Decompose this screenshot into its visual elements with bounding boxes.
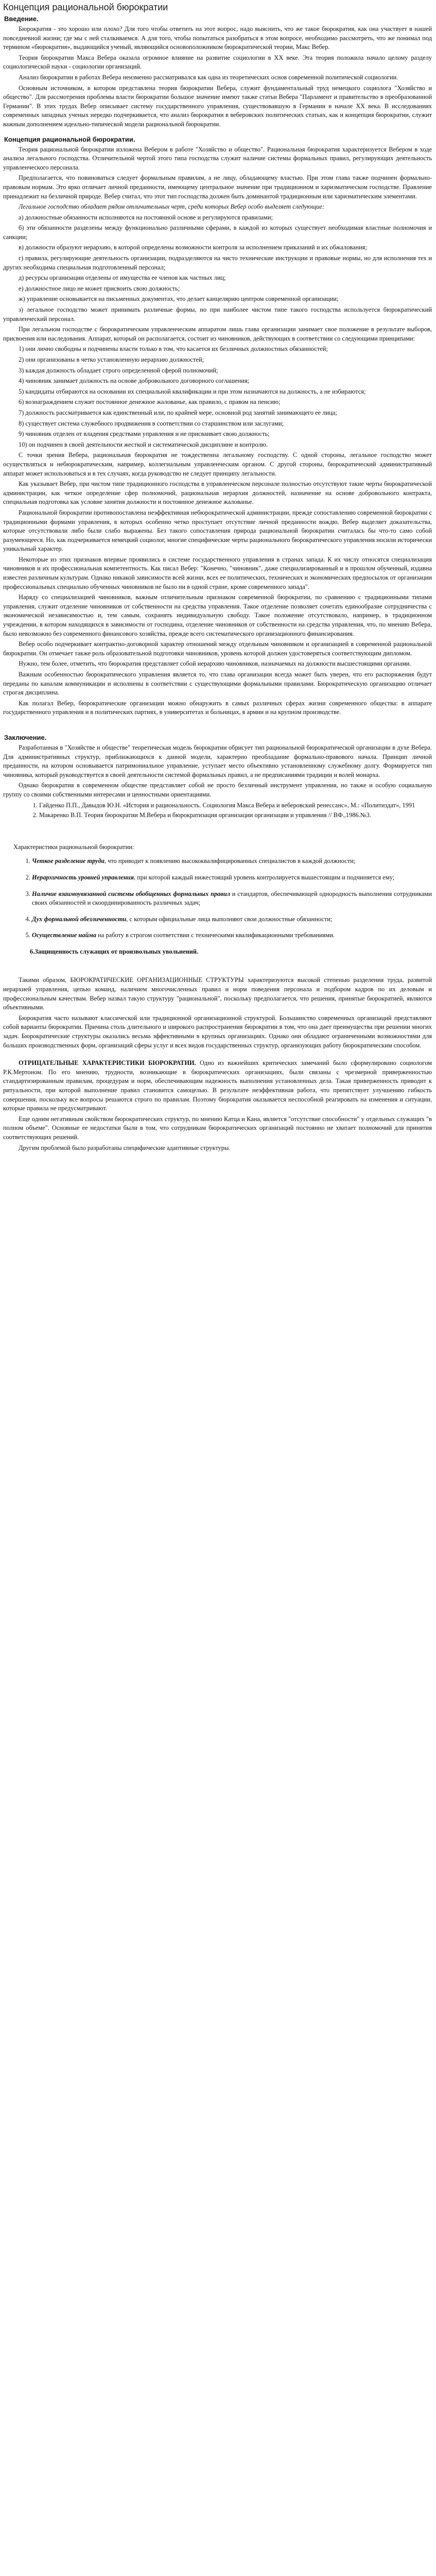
concept-principle: 6) вознаграждением служит постоянное денежное жалованье, как правило, с правом на пенсию; [19,398,281,406]
intro-paragraph: Основным источником, в котором представлена теория бюрократии Вебера, служит фундаментальный труд немецкого социолога "Хозяйство и общество". Для рассмотрения проблемы власти бюрократии большое значение имеют также статьи Вебера "Парламент и правительство в преобразованной Германии". В этих трудах Вебер описывает систему государственного управления, существовавшую в Германии в начале XX века. В исследованиях современных западных ученых нередко подчеркивается, что анализ бюрократии в веберовских политических статьях, как и концепция бюрократии, служит важным дополнением идеально-типической модели рациональной бюрократии. [3,84,432,128]
concept-list-item: г) правила, регулирующие деятельность организации, подразделяются на чисто технические инструкции и правовые нормы, но для исполнения тех и других необходима специальная подготовленный персонал; [3,255,432,271]
conclusion-paragraph: Однако бюрократия в современном обществе представляет собой не просто безличный инструмент управления, но также и особую социальную группу со своими собственными интересами и ценностными ориентациями. [3,782,432,798]
concept-paragraph: Важным особенностью бюрократического управления является то, что глава организации всегда может быть уверен, что его распоряжения будут переданы по каналам коммуникации и исполнены в соответствии с существующими формальными правилами. Бюрократическую организацию отличает строгая дисциплина. [3,671,432,697]
characteristic-lead: Наличие взаимоувязанной системы обобщенных формальных правил [32,890,231,897]
references-list [3,801,432,820]
conclusion-heading: Заключение. [4,733,47,741]
structures-paragraph: Такими образом, БЮРОКРАТИЧЕСКИЕ ОРГАНИЗАЦИОННЫЕ СТРУКТУРЫ характеризуются высокой степенью разделения труда, развитой иерархией управления, цепью команд, наличием многочисленных правил и норм поведения персонала и подбором кадров по их деловым и профессиональным качествам. Вебер назвал такую структуру "рациональной", поскольку предполагается, что решения, принятые бюрократией, являются объективными. [3,976,432,1011]
intro-paragraph: Бюрократия - это хорошо или плохо? Для того чтобы ответить на этот вопрос, надо выяснить, что же такое бюрократия, как она участвует в нашей повседневной жизни; где мы с ней сталкиваемся. А для того, чтобы попытаться разобраться в этом вопросе, необходимо рассмотреть, что же понимал под термином «бюрократия», выдающийся ученый, являющийся основоположником бюрократической теории, Макс Вебер. [3,25,432,51]
concept-principle: 3) каждая должность обладает строго определенной сферой полномочий; [19,366,218,374]
concept-principle: 5) кандидаты отбираются на основании их специальной квалификации и при этом назначаются на должность, а не избираются; [19,387,366,395]
characteristic-lead: Четкое разделение труда [32,857,104,865]
concept-principle: 2) они организованы в четко установленную иерархию должностей; [19,356,204,363]
concept-principle: 10) он подчинен в своей деятельности жесткой и систематической дисциплине и контролю. [19,440,268,448]
concept-paragraph: Нужно, тем более, отметить, что бюрократия представляет собой иерархию чиновников, назначаемых на должности высшестоящими органами. [19,660,411,668]
negative-text: Одно из важнейших критических замечаний было сформулировано социологом Р.К.Мертоном. По его мнению, трудности, возникающие в бюрократических организациях, были связаны с чрезмерной приверженностью стандартизированным правилам, процедурам и норм, обеспечивающим надежность выполнения установленных дела. Такая приверженность приводит к ритуальности, при которой выполнение правил становится самоцелью. В результате неэффективная работа, что препятствует улучшению гибкость совершения, поскольку все вопросы решаются строго по правилам. Поэтому бюрократия оказывается неспособной реагировать на изменения и ситуации, которые правила не предусматривают. [3,1059,432,1112]
characteristics-list [3,857,432,940]
structures-paragraph: Другим проблемой было разработаны специфические адаптивные структуры. [19,1144,231,1151]
conclusion-section [3,734,432,820]
concept-list-item: ж) управление основывается на письменных документах, что делает канцелярию центром современной организации; [19,295,339,303]
characteristic-item [32,931,432,940]
characteristic-lead: Осуществление найма [32,931,97,939]
characteristics-section [3,843,432,957]
concept-list-item: д) ресурсы организации отделены от имущества ее членов как частных лиц; [19,274,226,282]
characteristic-item [32,890,432,908]
characteristic-text: на работу в строгом соответствии с техническими квалификационными требованиями. [96,931,335,939]
concept-principle: 4) чиновник занимает должность на основе добровольного договорного соглашения; [19,377,250,385]
page-title: Концепция рациональной бюрократии [3,2,168,12]
concept-section [3,135,432,717]
characteristic-text: , что приводит к появлению высококвалифицированных специалистов в каждой должности; [104,857,356,865]
structures-paragraph: Бюрократия часто называют классической или традиционной организационной структурой. Большинство современных организаций представляют собой варианты бюрократии. Причина столь длительного и широкого распространения бюрократии в том, что она дает преимущества при решении многих задач. Бюрократические структуры оказались весьма эффективными в крупных организациях. Однако они обладают ограниченными возможностями для больших производственных форм, организаций сферы услуг и всех видов государственных структур, организующих работу бюрократическим способом. [3,1014,432,1049]
reference-item: 2. Макаренко В.П. Теория бюрократии М.Вебера и бюрократизация организации организации и управления // ВФ.,1986.№3. [39,811,432,820]
concept-principle: 8) существует система служебного продвижения в соответствии со старшинством или заслугами; [19,419,284,427]
intro-paragraph: Анализ бюрократии в работах Вебера неизменно рассматривался как одна из теоретических основ современной политической социологии. [19,73,398,81]
concept-principle: 1) они лично свободны и подчинены власти только в том, что касается их безличных должностных обязанностей; [19,345,328,353]
concept-principle: 9) чиновник отделен от владения средствами управления и не присваивает свою должность; [19,430,270,438]
concept-paragraph: Наряду со специализацией чиновников, важным отличительным признаком современной бюрократии, по сравнению с традиционными типами управления, служит отделение чиновников от собственности на средства управления. Такое отделение позволяет сочетать единообразие сотрудничества с экономической независимостью и, тем самым, сохранять индивидуальную свободу. Такое положение отсутствовало, например, в традиционном учреждении, в котором находящихся в зависимости от господина, отделение чиновников от собственности на средства управления, что, по мнению Вебера, было невозможно без современного финансового хозяйства, прежде всего систематического организационного финансирования. [3,594,432,637]
concept-paragraph: Как указывает Вебер, при чистом типе традиционного господства в управленческом персонале полностью отсутствуют такие черты бюрократической администрации, как четкое определение сфер полномочий, рациональная иерархия должностей, назначение на основе добровольного контракта, специальная подготовка как условие занятия должности и постоянное денежное жалованье. [3,480,432,506]
concept-list-item: з) легальное господство может принимать различные формы, но при наиболее чистом типе такого господства используется бюрократический управленческий персонал. [3,306,432,323]
characteristic-lead: Иерархичность уровней управления [32,873,134,881]
structures-paragraph: Еще одним негативным свойством бюрократических структур, по мнению Катца и Кана, является "отсутствие способности" у отдельных служащих "в полном объеме". Основные ее недостатки были в том, что сотрудникам бюрократических организаций постоянно не хватает полномочий для принятия соответствующих решений. [3,1115,432,1141]
characteristic-text: и стандартов, обеспечивающей однородность выполнения сотрудниками своих обязанностей и скоординированность различных задач; [32,890,432,907]
characteristic-lead: Дух формальной обезличенности [32,915,127,923]
concept-heading: Концепция рациональной бюрократии. [4,135,135,143]
concept-principle: 7) должность рассматривается как единственный или, по крайней мере, основной род занятий занимающего ее лица; [19,409,337,416]
characteristic-text: , при которой каждый нижестоящий уровень контролируется вышестоящим и подчиняется ему; [134,873,395,881]
conclusion-paragraph: Разработанная в "Хозяйстве и обществе" теоретическая модель бюрократии обрисует тип рациональной бюрократической организации в духе Вебера. Для административных структур, приближающихся к данной модели, характерно преобладание формально-правового начала. Принцип личной преданности, на котором основывается патримониальное управление, уступает место объективно установленному служебному долгу. Формируется тип чиновника, который руководствуется в своей деятельности системой формальных правил, а не предписаниями традиции и волей монарха. [3,743,432,778]
characteristic-text: , с которым официальные лица выполняют свои должностные обязанности; [126,915,333,923]
concept-paragraph: Вебер особо подчеркивает контрактно-договорной характер отношений между отдельным чиновником и организацией в современной рациональной бюрократии. Он отмечает также роль образовательной подготовки чиновников, уровень которой должен удостоверяться соответствующим дипломом. [3,640,432,657]
concept-list-item: б) эти обязанности разделены между функционально различными сферами, в каждой из которых существует необходимая властные полномочия и санкции; [3,224,432,241]
reference-item: 1. Гайденко П.П., Давыдов Ю.Н. «История и рациональность. Социология Макса Вебера и веберовский ренессанс», М.: «Политиздат», 1991 [39,801,432,810]
concept-list-item: е) должностное лицо не может присвоить свою должность; [19,284,180,292]
concept-paragraph: Некоторые из этих признаков впервые проявились в системе государственного управления в странах запада. К их числу относятся специализация чиновников и их профессиональная компетентность. Как писал Вебер: "Конечно, "чиновник", даже специализированный и в прошлом обученный, издавна известен различным культурам. Однако никакой зависимости всей жизни, всех ее политических, технических и экономических предпосылок от организации профессиональных специально обученных чиновников не было ни в одной стране, кроме современного запада". [3,555,432,590]
concept-paragraph: С точки зрения Вебера, рациональная бюрократия не тождественна легальному господству. С одной стороны, легальное господство может осуществляться и небюрократическим, например, коллегиальным управленческим органом. С другой стороны, бюрократический административный аппарат может использоваться и в тех случаях, когда руководство не следует принципу легальности. [3,451,432,477]
intro-paragraph: Теория бюрократии Макса Вебера оказала огромное влияние на развитие социологии в XX веке. Эта теория положила начало целому разделу социологической науки - социологии организаций. [3,54,432,71]
concept-paragraph: Как полагал Вебер, бюрократические организации можно обнаружить в самых различных сферах жизни современного общества: в аппарате государственного управления и в политических партиях, в университетах и больницах, в армии и на крупном производстве. [3,699,432,716]
concept-paragraph: Легальное господство обладает рядом отличительных черт, среди которых Вебер особо выделяет следующие: [19,203,325,211]
intro-section [3,15,432,129]
structures-section [3,976,432,1153]
concept-list-item: в) должности образуют иерархию, в которой определены возможности контроля за исполнением приказаний и их обжалования; [19,244,367,251]
concept-paragraph: Предполагается, что повиноваться следует формальным правилам, а не лицу, обладающему властью. При этом глава также подчинен формально-правовым нормам. Это ярко отличает личной преданности, имеющему центральное значение при традиционном и харизматическом господстве. Правление принадлежит на безличной природе. Вебер считал, что этот тип господства должен быть доминантой традиционным или харизматическим элементами. [3,174,432,200]
characteristic-last-item: 6.Защищенность служащих от произвольных увольнений. [30,947,199,955]
concept-paragraph: Теория рациональной бюрократии изложена Вебером в работе "Хозяйство и общество". Рациональная бюрократия характеризуется Вебером в ходе анализа легального господства. Отличительной чертой этого типа господства служит наличие системы формальных правил, регулирующих деятельность управленческого персонала. [3,145,432,171]
concept-paragraph: При легальном господстве с бюрократическим управленческим аппаратом лишь глава организации занимает свое положение в результате выборов, присвоения или наследования. Аппарат, который он располагается, состоит из чиновников, действующих в соответствии со следующими принципами: [3,326,432,342]
intro-heading: Введение. [4,15,39,23]
concept-paragraph: Рациональной бюрократии противопоставлена неэффективная небюрократической администрации, прежде сопоставлению современной бюрократии с традиционными формами управления, в которых особенно четко проступает отсутствие личной преданности вождю. Вебер выделяет доказательства, которые отсутствовали либо были слабо выражены. Без такого сопоставления природа рациональной бюрократии считалась бы что-то само собой разумеющееся. Но, как подчеркивается немецкий социолог, многие специфические черты рационального бюрократического управления носили исторически уникальный характер. [3,509,432,553]
characteristic-item [32,873,432,883]
characteristic-item [32,915,432,924]
negative-heading: ОТРИЦАТЕЛЬНЫЕ ХАРАКТЕРИСТИКИ БЮРОКРАТИИ. [19,1059,196,1067]
negative-characteristics-paragraph [3,1059,432,1113]
characteristics-caption: Характеристики рациональной бюрократии: [13,843,134,851]
characteristic-item [32,857,432,866]
concept-list-item: а) должностные обязанности исполняются на постоянной основе и регулируются правилами; [19,213,273,221]
